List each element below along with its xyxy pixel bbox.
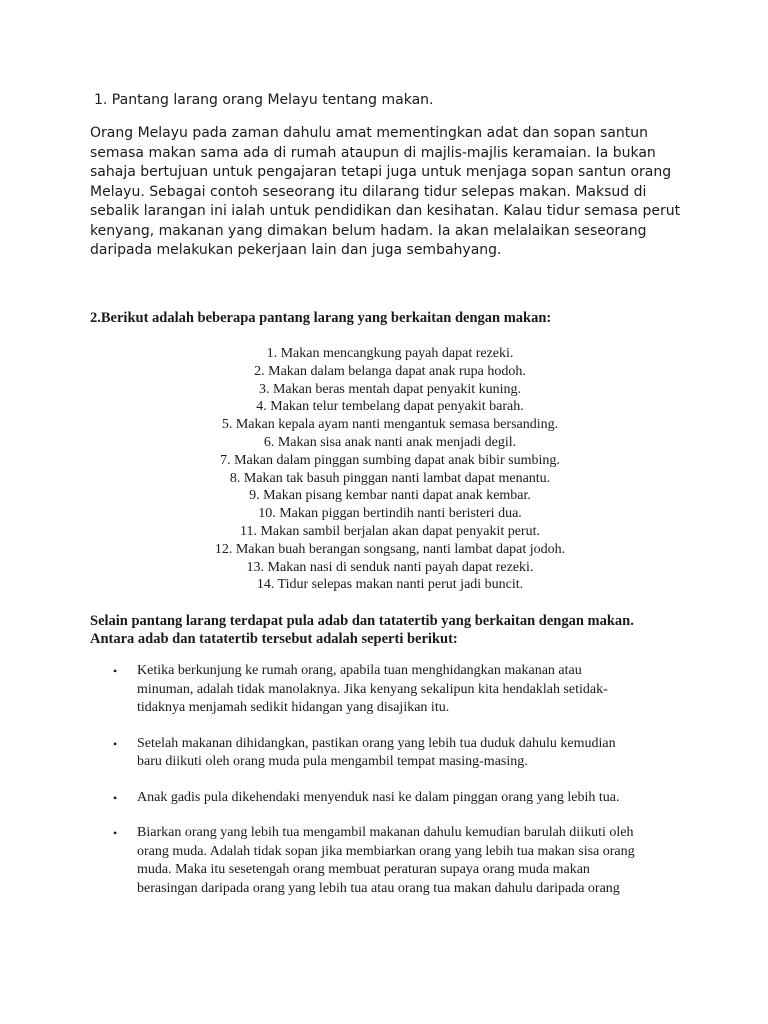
bullet-icon: •: [113, 790, 118, 805]
intro-line: Melayu. Sebagai contoh seseorang itu dilarang tidur selepas makan. Maksud di: [90, 183, 647, 200]
list-item: 1. Makan mencangkung payah dapat rezeki.: [266, 346, 514, 361]
intro-line: daripada melakukan pekerjaan lain dan juga sembahyang.: [90, 242, 502, 258]
bullet-line: Ketika berkunjung ke rumah orang, apabila tuan menghidangkan makanan atau: [137, 663, 582, 678]
list-item: 11. Makan sambil berjalan akan dapat penyakit perut.: [240, 523, 540, 539]
bullet-line: muda. Maka itu sesetengah orang membuat peraturan supaya orang muda makan: [137, 862, 590, 877]
adab-heading-line: Selain pantang larang terdapat pula adab dan tatatertib yang berkaitan dengan makan.: [90, 613, 634, 629]
list-item: 12. Makan buah berangan songsang, nanti lambat dapat jodoh.: [214, 541, 566, 557]
intro-line: sebalik larangan ini ialah untuk pendidikan dan kesihatan. Kalau tidur semasa perut: [90, 203, 681, 219]
intro-paragraph: [90, 124, 690, 261]
bullet-icon: •: [113, 664, 118, 678]
bullet-line: Anak gadis pula dikehendaki menyenduk nasi ke dalam pinggan orang yang lebih tua.: [137, 789, 620, 805]
list-item: [0, 824, 768, 898]
list-item: 6. Makan sisa anak nanti anak menjadi degil.: [263, 434, 517, 450]
bullet-line: Biarkan orang yang lebih tua mengambil makanan dahulu kemudian barulah diikuti oleh: [137, 825, 634, 840]
bullet-line: Setelah makanan dihidangkan, pastikan orang yang lebih tua duduk dahulu kemudian: [137, 735, 616, 751]
adab-heading-line: Antara adab dan tatatertib tersebut adalah seperti berikut:: [90, 631, 458, 647]
heading-pantang-list: 2.Berikut adalah beberapa pantang larang yang berkaitan dengan makan:: [90, 310, 552, 326]
list-item: 5. Makan kepala ayam nanti mengantuk semasa bersanding.: [221, 417, 559, 433]
list-item: 14. Tidur selepas makan nanti perut jadi buncit.: [256, 577, 524, 593]
list-item: 7. Makan dalam pinggan sumbing dapat anak bibir sumbing.: [220, 452, 560, 468]
intro-line: kenyang, makanan yang dimakan belum hadam. Ia akan melalaikan seseorang: [90, 222, 647, 239]
bullet-line: tidaknya menjamah sedikit hidangan yang disajikan itu.: [137, 700, 450, 715]
list-item: 9. Makan pisang kembar nanti dapat anak kembar.: [249, 488, 531, 504]
heading-adab: [90, 612, 710, 648]
adab-list: [0, 662, 768, 915]
list-item: 10. Makan piggan bertindih nanti beristeri dua.: [258, 506, 522, 522]
pantang-list: [90, 345, 690, 594]
list-item: 8. Makan tak basuh pinggan nanti lambat dapat menantu.: [229, 470, 551, 486]
bullet-icon: •: [113, 826, 118, 840]
intro-line: Orang Melayu pada zaman dahulu amat mementingkan adat dan sopan santun: [90, 125, 649, 141]
intro-line: sahaja bertujuan untuk pengajaran tetapi juga untuk menjaga sopan santun orang: [90, 164, 672, 180]
list-item: 13. Makan nasi di senduk nanti payah dapat rezeki.: [246, 559, 534, 575]
list-item: [0, 735, 768, 772]
bullet-icon: •: [113, 736, 118, 751]
intro-line: semasa makan sama ada di rumah ataupun di majlis-majlis keramaian. Ia bukan: [90, 144, 656, 161]
list-item: 4. Makan telur tembelang dapat penyakit barah.: [256, 399, 524, 415]
list-item: [0, 662, 768, 718]
list-item: 2. Makan dalam belanga dapat anak rupa hodoh.: [254, 363, 526, 379]
bullet-line: berasingan daripada orang yang lebih tua atau orang tua makan dahulu daripada orang: [137, 880, 620, 896]
bullet-line: baru diikuti oleh orang muda pula mengambil tempat masing-masing.: [137, 754, 528, 769]
bullet-line: minuman, adalah tidak manolaknya. Jika kenyang sekalipun kita hendaklah setidak-: [137, 681, 608, 697]
list-item: 3. Makan beras mentah dapat penyakit kuning.: [258, 381, 522, 397]
list-item: [0, 789, 768, 808]
bullet-line: orang muda. Adalah tidak sopan jika membiarkan orang yang lebih tua makan sisa orang: [137, 843, 635, 859]
heading-pantang-larang: 1. Pantang larang orang Melayu tentang makan.: [94, 92, 434, 108]
